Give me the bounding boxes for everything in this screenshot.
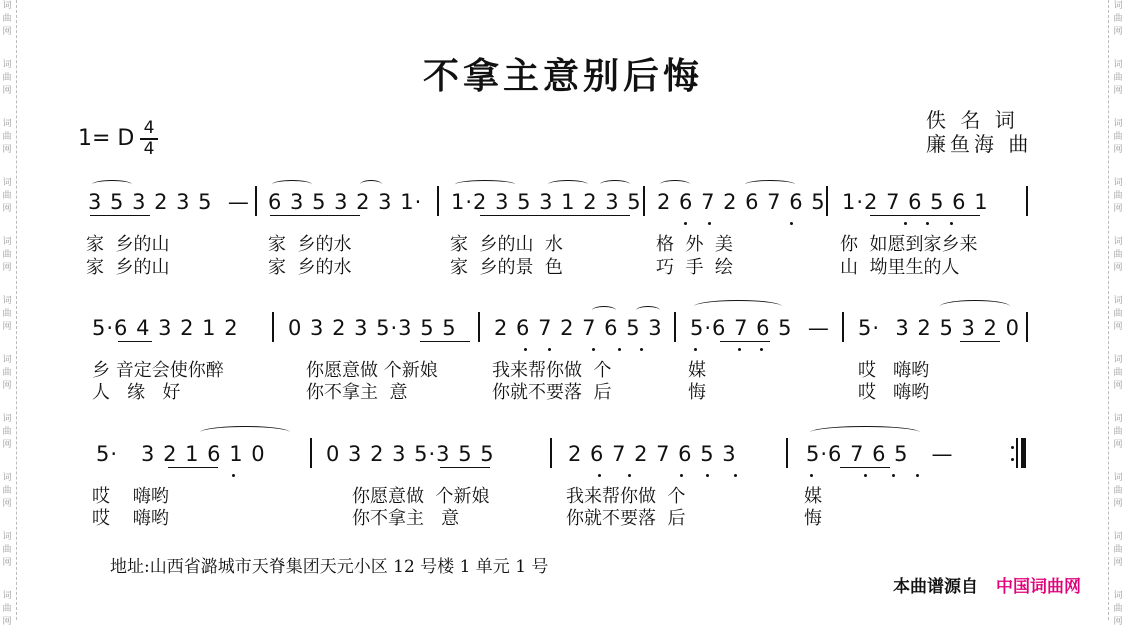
low-octave-dot <box>738 348 741 351</box>
watermark-text: 词曲网 <box>2 532 12 568</box>
low-octave-dot <box>892 474 895 477</box>
barline <box>674 312 676 342</box>
watermark-text: 词曲网 <box>1113 473 1123 509</box>
measure-notes: 5·6 7 6 5 — <box>806 442 954 466</box>
underline-beam <box>168 467 218 468</box>
source-credit <box>893 572 1081 597</box>
lyric-verse-2: 你不拿主 意 <box>306 382 408 403</box>
watermark-text: 词曲网 <box>2 473 12 509</box>
lyric-verse-1: 你 如愿到家乡来 <box>840 234 978 255</box>
measure-notes: 5· 3 2 5 3 2 0 <box>858 316 1020 340</box>
time-signature <box>140 120 158 158</box>
low-octave-dot <box>524 348 527 351</box>
lyric-verse-2: 巧 手 绘 <box>656 257 733 278</box>
measure-notes: 2 6 7 2 7 6 5 3 <box>494 316 663 340</box>
low-octave-dot <box>790 222 793 225</box>
lyric-verse-1: 家 乡的水 <box>268 234 352 255</box>
watermark-text: 词曲网 <box>1113 60 1123 96</box>
barline <box>643 186 645 216</box>
low-octave-dot <box>950 222 953 225</box>
lyric-verse-1: 格 外 美 <box>656 234 733 255</box>
low-octave-dot <box>684 222 687 225</box>
underline-beam <box>840 467 890 468</box>
address-text: 地址:山西省潞城市天脊集团天元小区 12 号楼 1 单元 1 号 <box>110 557 549 577</box>
repeat-dot <box>1011 446 1014 449</box>
watermark-text: 词曲网 <box>2 60 12 96</box>
slur <box>592 306 616 315</box>
lyric-verse-1: 你愿意做 个新娘 <box>352 486 490 507</box>
watermark-text: 词曲网 <box>2 414 12 450</box>
lyric-verse-2: 人 缘 好 <box>92 382 181 403</box>
barline <box>842 312 844 342</box>
low-octave-dot <box>640 348 643 351</box>
lyric-verse-2: 悔 <box>688 382 706 403</box>
barline <box>826 186 828 216</box>
low-octave-dot <box>694 348 697 351</box>
key-signature: 1= D <box>78 126 135 151</box>
watermark-text: 词曲网 <box>1113 591 1123 627</box>
low-octave-dot <box>628 474 631 477</box>
barline <box>437 186 439 216</box>
time-signature-bottom: 4 <box>143 139 155 159</box>
barline <box>1026 312 1028 342</box>
source-label: 本曲谱源自 <box>893 577 978 597</box>
slur <box>636 306 660 315</box>
slur <box>810 426 920 439</box>
underline-beam <box>440 467 490 468</box>
low-octave-dot <box>680 474 683 477</box>
barline <box>255 186 257 216</box>
low-octave-dot <box>916 474 919 477</box>
lyricist-credit: 佚 名 词 <box>926 108 1019 132</box>
watermark-text: 词曲网 <box>1113 237 1123 273</box>
watermark-text: 词曲网 <box>1113 355 1123 391</box>
barline <box>310 438 312 468</box>
watermark-text: 词曲网 <box>1113 119 1123 155</box>
measure-notes: 2 6 7 2 6 7 6 5 <box>657 190 826 214</box>
watermark-text: 词曲网 <box>2 355 12 391</box>
barline <box>786 438 788 468</box>
lyric-verse-1: 媒 <box>688 360 706 381</box>
measure-notes: 3 5 3 2 3 5 — <box>88 190 250 214</box>
low-octave-dot <box>810 474 813 477</box>
slur <box>660 180 690 189</box>
lyric-verse-2: 家 乡的山 <box>86 257 170 278</box>
slur <box>745 180 795 189</box>
watermark-text: 词曲网 <box>2 178 12 214</box>
repeat-dot <box>1011 458 1014 461</box>
lyric-verse-2: 家 乡的水 <box>268 257 352 278</box>
barline <box>550 438 552 468</box>
watermark-text: 词曲网 <box>1113 178 1123 214</box>
measure-notes: 2 6 7 2 7 6 5 3 <box>568 442 737 466</box>
low-octave-dot <box>760 348 763 351</box>
low-octave-dot <box>734 474 737 477</box>
measure-notes: 1·2 7 6 5 6 1 <box>842 190 989 214</box>
measure-notes: 0 3 2 3 5·3 5 5 <box>326 442 495 466</box>
lyric-verse-1: 媒 <box>804 486 822 507</box>
underline-beam <box>118 341 152 342</box>
barline <box>1026 186 1028 216</box>
slur <box>940 300 1010 313</box>
measure-notes: 5· 3 2 1 6 1 0 <box>96 442 266 466</box>
lyric-verse-2: 悔 <box>804 508 822 529</box>
lyric-verse-1: 我来帮你做 个 <box>492 360 612 381</box>
slur <box>600 180 630 189</box>
low-octave-dot <box>904 222 907 225</box>
low-octave-dot <box>926 222 929 225</box>
underline-beam <box>270 215 360 216</box>
final-barline-thick <box>1021 438 1026 468</box>
barline <box>272 312 274 342</box>
underline-beam <box>420 341 470 342</box>
lyric-verse-1: 家 乡的山 水 <box>450 234 563 255</box>
underline-beam <box>480 215 630 216</box>
lyric-verse-1: 你愿意做 个新娘 <box>306 360 438 381</box>
measure-notes: 1·2 3 5 3 1 2 3 5 <box>451 190 642 214</box>
lyric-verse-1: 哎 嗨哟 <box>858 360 930 381</box>
final-barline-thin <box>1016 438 1018 468</box>
watermark-text: 词曲网 <box>1113 1 1123 37</box>
low-octave-dot <box>618 348 621 351</box>
watermark-text: 词曲网 <box>2 1 12 37</box>
slur <box>455 180 515 189</box>
lyric-verse-2: 你不拿主 意 <box>352 508 460 529</box>
slur <box>548 180 588 189</box>
watermark-text: 词曲网 <box>2 237 12 273</box>
time-signature-top: 4 <box>143 118 155 138</box>
lyric-verse-1: 乡 音定会使你醉 <box>92 360 224 381</box>
low-octave-dot <box>706 474 709 477</box>
lyric-verse-2: 你就不要落 后 <box>566 508 686 529</box>
low-octave-dot <box>864 474 867 477</box>
slur <box>694 300 782 313</box>
lyric-verse-1: 我来帮你做 个 <box>566 486 686 507</box>
low-octave-dot <box>232 474 235 477</box>
credits <box>926 108 1032 156</box>
lyric-verse-2: 你就不要落 后 <box>492 382 612 403</box>
watermark-text: 词曲网 <box>1113 532 1123 568</box>
song-title: 不拿主意别后悔 <box>422 55 703 97</box>
low-octave-dot <box>548 348 551 351</box>
measure-notes: 0 3 2 3 5·3 5 5 <box>288 316 457 340</box>
underline-beam <box>720 341 770 342</box>
composer-credit: 廉鱼海 曲 <box>926 132 1033 156</box>
slur <box>92 180 132 189</box>
lyric-verse-2: 哎 嗨哟 <box>92 508 169 529</box>
slur <box>360 180 382 189</box>
watermark-text: 词曲网 <box>2 591 12 627</box>
lyric-verse-1: 家 乡的山 <box>86 234 170 255</box>
underline-beam <box>90 215 150 216</box>
low-octave-dot <box>708 222 711 225</box>
slur <box>200 426 290 439</box>
lyric-verse-2: 哎 嗨哟 <box>858 382 930 403</box>
watermark-text: 词曲网 <box>2 296 12 332</box>
watermark-text: 词曲网 <box>1113 414 1123 450</box>
lyric-verse-2: 山 坳里生的人 <box>840 257 960 278</box>
barline <box>478 312 480 342</box>
watermark-text: 词曲网 <box>1113 296 1123 332</box>
underline-beam <box>870 215 980 216</box>
source-site-link[interactable]: 中国词曲网 <box>996 577 1081 597</box>
low-octave-dot <box>592 348 595 351</box>
lyric-verse-2: 家 乡的景 色 <box>450 257 563 278</box>
measure-notes: 5·6 7 6 5 — <box>690 316 830 340</box>
slur <box>272 180 312 189</box>
watermark-text: 词曲网 <box>2 119 12 155</box>
measure-notes: 5·6 4 3 2 1 2 <box>92 316 239 340</box>
measure-notes: 6 3 5 3 2 3 1· <box>268 190 423 214</box>
underline-beam <box>960 341 1000 342</box>
low-octave-dot <box>598 474 601 477</box>
lyric-verse-1: 哎 嗨哟 <box>92 486 169 507</box>
